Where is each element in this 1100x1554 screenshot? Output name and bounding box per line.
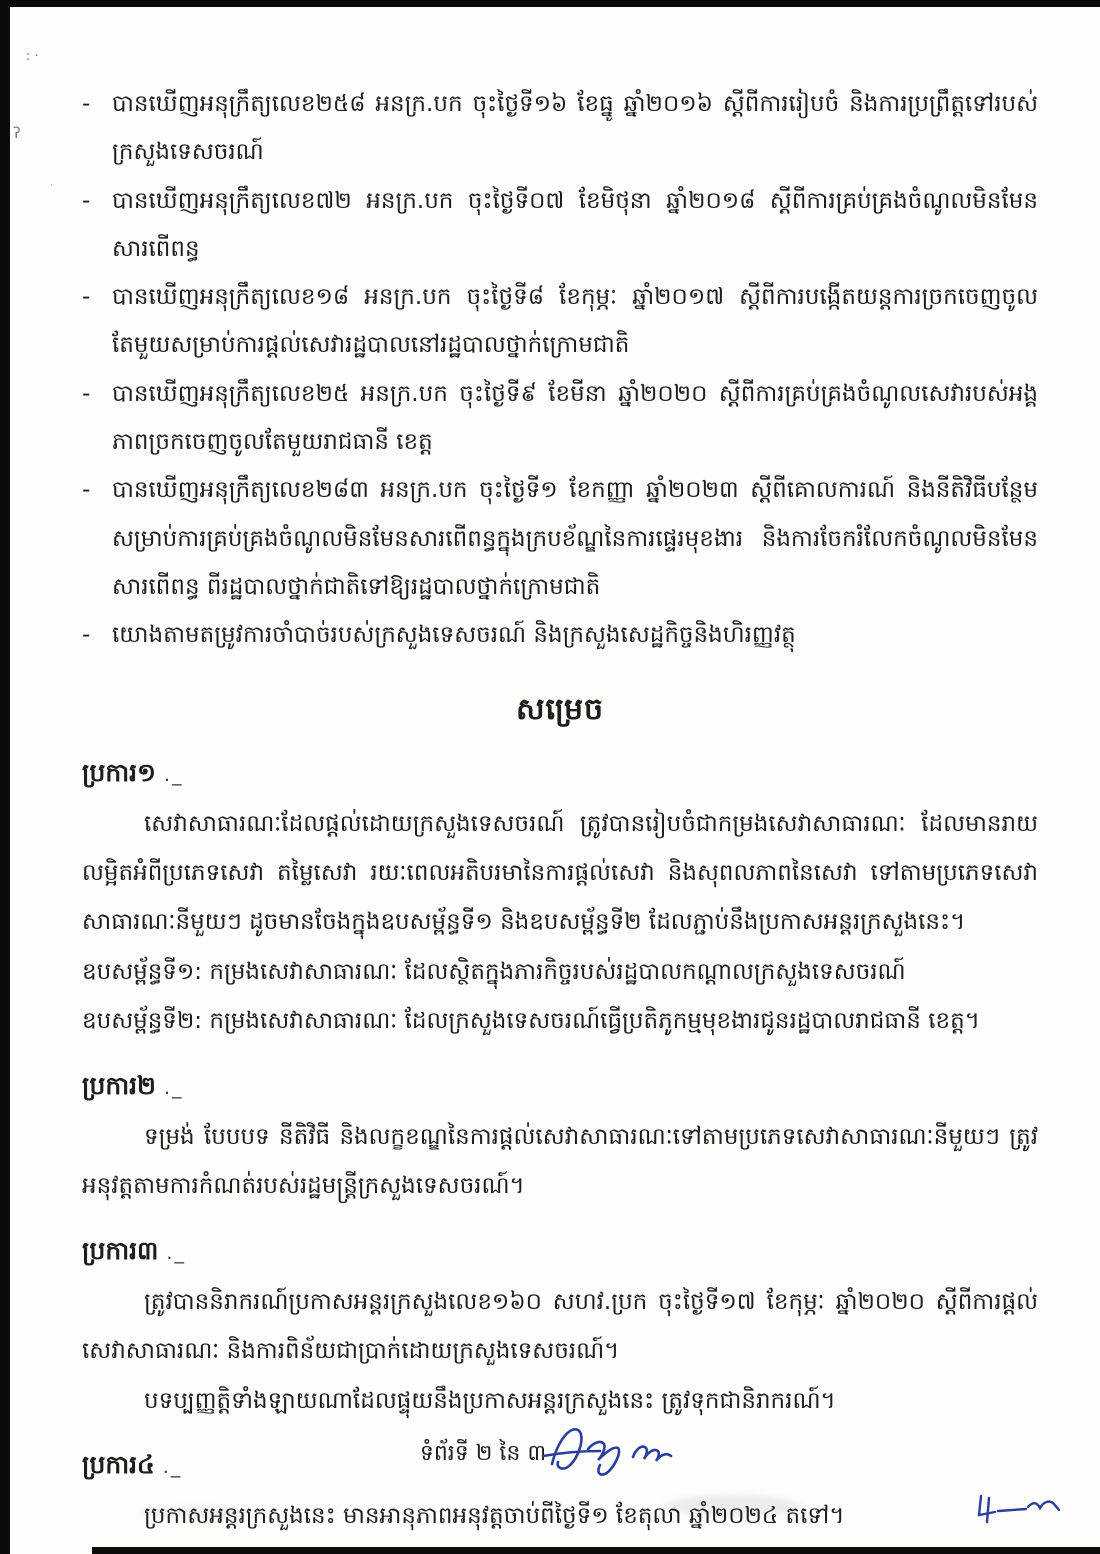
page-footer — [0, 1432, 1100, 1478]
citation-item — [82, 273, 1038, 370]
article-title-text: ប្រការ៣ — [82, 1235, 159, 1265]
article-title-text: ប្រការ៤ — [82, 1449, 155, 1479]
citation-item — [82, 177, 1038, 274]
citation-text: បានឃើញអនុក្រឹត្យលេខ២៨៣ អនក្រ.បក ចុះថ្ងៃទី១ ខែកញ្ញា ឆ្នាំ២០២៣ ស្ដីពីគោលការណ៍ និងនីតិវិធីបន្ថែមសម្រាប់ការគ្រប់គ្រងចំណូលមិនមែនសារពើពន្ធក្នុងក្របខ័ណ្ឌនៃការផ្ទេរមុខងារ និងការចែករំលែកចំណូលមិនមែនសារពើពន្ធ ពីរដ្ឋបាលថ្នាក់ជាតិទៅឱ្យរដ្ឋបាលថ្នាក់ក្រោមជាតិ — [112, 477, 1038, 600]
article-3-paragraph-1: ត្រូវបាននិរាករណ៍ប្រកាសអន្តរក្រសួងលេខ១៦០ សហវ.ប្រក ចុះថ្ងៃទី១៧ ខែកុម្ភៈ ឆ្នាំ២០២០ ស្ដីពីការផ្ដល់សេវាសាធារណៈ និងការពិន័យជាប្រាក់ដោយក្រសួងទេសចរណ៍។ — [82, 1288, 1038, 1365]
citation-text: បានឃើញអនុក្រឹត្យលេខ២៥៨ អនក្រ.បក ចុះថ្ងៃទី១៦ ខែធ្នូ ឆ្នាំ២០១៦ ស្ដីពីការរៀបចំ និងការប្រព្រឹត្តទៅរបស់ក្រសួងទេសចរណ៍ — [112, 91, 1038, 166]
annex-line-2: ឧបសម្ព័ន្ធទី២: កម្រងសេវាសាធារណៈ ដែលក្រសួងទេសចរណ៍ធ្វើប្រតិភូកម្មមុខងារជូនរដ្ឋបាលរាជធានី ខេត្ត។ — [82, 1008, 980, 1035]
article-3-title — [82, 1236, 1038, 1272]
bullet-dash: - — [82, 91, 91, 117]
citation-text: យោងតាមតម្រូវការចាំបាច់របស់ក្រសួងទេសចរណ៍ និងក្រសួងសេដ្ឋកិច្ចនិងហិរញ្ញវត្ថុ — [112, 622, 796, 649]
preamble-citations-list — [82, 80, 1038, 660]
article-3-paragraph-2: បទប្បញ្ញត្តិទាំងឡាយណាដែលផ្ទុយនឹងប្រកាសអន្តរក្រសួងនេះ ត្រូវទុកជានិរាករណ៍។ — [144, 1387, 836, 1414]
citation-text: បានឃើញអនុក្រឹត្យលេខ៧២ អនក្រ.បក ចុះថ្ងៃទី០៧ ខែមិថុនា ឆ្នាំ២០១៨ ស្ដីពីការគ្រប់គ្រងចំណូលមិនមែនសារពើពន្ធ — [112, 187, 1038, 262]
annex-line-1: ឧបសម្ព័ន្ធទី១: កម្រងសេវាសាធារណៈ ដែលស្ថិតក្នុងភារកិច្ចរបស់រដ្ឋបាលកណ្ដាលក្រសួងទេសចរណ៍ — [82, 958, 906, 985]
bullet-dash: - — [82, 380, 91, 407]
citation-item — [82, 80, 1038, 177]
article-2 — [82, 1071, 1038, 1212]
article-2-title — [82, 1071, 1038, 1107]
article-title-suffix: ._ — [163, 763, 184, 786]
scan-speck: ʔ — [13, 124, 21, 142]
citation-item — [82, 370, 1038, 467]
article-1-title — [82, 758, 1038, 794]
article-4-paragraph: ប្រកាសអន្តរក្រសួងនេះ មានអានុភាពអនុវត្តចាប់ពីថ្ងៃទី១ ខែតុលា ឆ្នាំ២០២៤ តទៅ។ — [144, 1502, 845, 1529]
article-1 — [82, 758, 1038, 1047]
article-title-text: ប្រការ២ — [82, 1070, 156, 1100]
decision-heading: សម្រេច — [515, 691, 605, 727]
scan-speck: · — [50, 181, 53, 191]
article-3 — [82, 1236, 1038, 1426]
scan-edge-bottom — [92, 1547, 1100, 1554]
citation-text: បានឃើញអនុក្រឹត្យលេខ២៥ អនក្រ.បក ចុះថ្ងៃទី៩ ខែមីនា ឆ្នាំ២០២០ ស្ដីពីការគ្រប់គ្រងចំណូលសេវារបស់អង្គភាពច្រកចេញចូលតែមួយរាជធានី ខេត្ត — [112, 380, 1038, 456]
article-title-text: ប្រការ១ — [82, 757, 156, 787]
bullet-dash: - — [82, 622, 91, 649]
article-title-suffix: ._ — [163, 1076, 184, 1099]
bullet-dash: - — [82, 284, 91, 311]
citation-item — [82, 611, 1038, 659]
bullet-dash: - — [82, 477, 91, 504]
article-2-paragraph: ទម្រង់ បែបបទ នីតិវិធី និងលក្ខខណ្ឌនៃការផ្ដល់សេវាសាធារណៈទៅតាមប្រភេទសេវាសាធារណៈនីមួយៗ ត្រូវអនុវត្តតាមការកំណត់របស់រដ្ឋមន្ត្រីក្រសួងទេសចរណ៍។ — [82, 1123, 1038, 1200]
scan-speck: : · — [26, 49, 39, 64]
page-number-label: ទំព័រទី ២ នៃ ៣ — [419, 1441, 547, 1466]
article-title-suffix: ._ — [162, 1455, 183, 1478]
article-1-paragraph: សេវាសាធារណៈដែលផ្ដល់ដោយក្រសួងទេសចរណ៍ ត្រូវបានរៀបចំជាកម្រងសេវាសាធារណៈ ដែលមានរាយលម្អិតអំពីប្រភេទសេវា តម្លៃសេវា រយៈពេលអតិបរមានៃការផ្ដល់សេវា និងសុពលភាពនៃសេវា ទៅតាមប្រភេទសេវាសាធារណៈនីមួយៗ ដូចមានចែងក្នុងឧបសម្ព័ន្ធទី១ និងឧបសម្ព័ន្ធទី២ ដែលភ្ជាប់នឹងប្រកាសអន្តរក្រសួងនេះ។ — [82, 810, 1038, 936]
citation-text: បានឃើញអនុក្រឹត្យលេខ១៨ អនក្រ.បក ចុះថ្ងៃទី៨ ខែកុម្ភៈ ឆ្នាំ២០១៧ ស្ដីពីការបង្កើតយន្តការច្រកចេញចូលតែមួយសម្រាប់ការផ្ដល់សេវារដ្ឋបាលនៅរដ្ឋបាលថ្នាក់ក្រោមជាតិ — [112, 284, 1038, 359]
signature-initials-ink — [540, 1418, 680, 1478]
corner-initials-ink — [968, 1488, 1068, 1528]
bullet-dash: - — [82, 187, 91, 214]
citation-item — [82, 466, 1038, 611]
article-title-suffix: ._ — [166, 1241, 186, 1264]
